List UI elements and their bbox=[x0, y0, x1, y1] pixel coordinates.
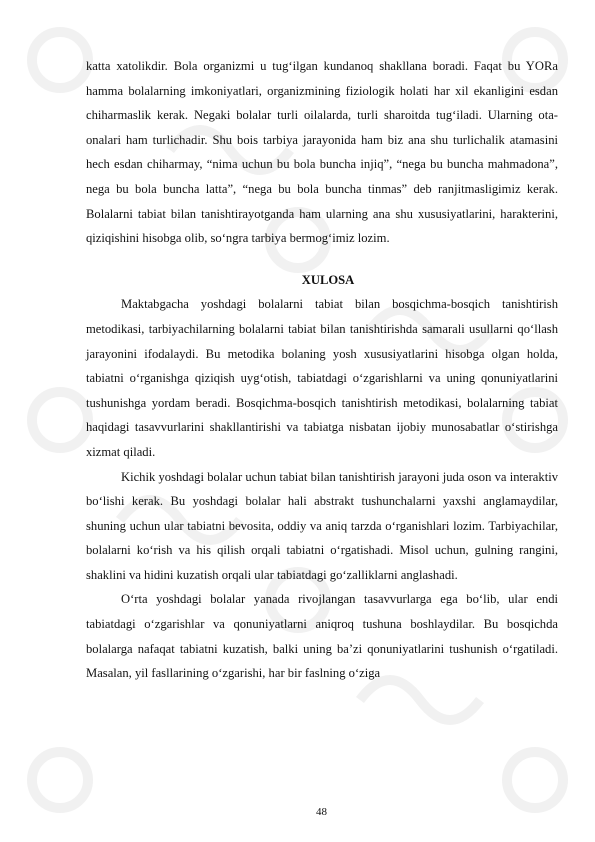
paragraph-2: Kichik yoshdagi bolalar uchun tabiat bilan tanishtirish jarayoni juda oson va interaktiv bo‘lishi kerak. Bu yoshdagi bolalar hali abstrakt tushunchalarni yaxshi anglamaydilar, shuning uchun ular tabiatni bevosita, oddiy va aniq tarzda o‘rganishlari lozim. Tarbiyachilar, bolalarni ko‘rish va his qilish orqali tabiatni o‘rgatishadi. Misol uchun, gulning rangini, shaklini va hidini kuzatish orqali ular tabiatdagi go‘zalliklarni anglashadi. bbox=[86, 469, 558, 582]
page-number: 48 bbox=[316, 806, 327, 818]
section-title: XULOSA bbox=[301, 272, 355, 287]
paragraph-1: Maktabgacha yoshdagi bolalarni tabiat bilan bosqichma-bosqich tanishtirish metodikasi, tarbiyachilarning bolalarni tabiat bilan tanishtirishda samarali usullarni qo‘llash jarayonini ifodalaydi. Bu metodika bolaning yosh xususiyatlarini hisobga olgan holda, tabiatni o‘rganishga qiziqish uyg‘otish, tabiatdagi o‘zgarishlarni va uning qonuniyatlarini tushunishga yordam beradi. Bosqichma-bosqich tanishtirish metodikasi, bolalarning tabiat haqidagi tasavvurlarini shakllantirishi va tabiatga nisbatan ijobiy munosabatlar o‘stirishga xizmat qiladi. bbox=[86, 297, 558, 459]
paragraph-intro: katta xatolikdir. Bola organizmi u tug‘ilgan kundanoq shakllana boradi. Faqat bu YORa hamma bolalarning imkoniyatlari, organizmining fiziologik holati har xil ekanligini esdan chiharmaslik kerak. Negaki bolalar turli oilalarda, turli sharoitda tug‘iladi. Ularning ota-onalari ham turlichadir. Shu bois tarbiya jarayonida ham biz ana shu turlichalik atamasini hech esdan chiharmay, “nima uchun bu bola buncha injiq”, “nega bu buncha mahmadona”, nega bu bola buncha latta”, “nega bu bola buncha tinmas” deb ranjitmasligimiz kerak. Bolalarni tabiat bilan tanishtirayotganda ham ularning ana shu xususiyatlarini, harakterini, qiziqishini hisobga olib, so‘ngra tarbiya bermog‘imiz lozim. bbox=[86, 59, 558, 246]
document-body bbox=[86, 54, 558, 686]
paragraph-3: O‘rta yoshdagi bolalar yanada rivojlangan tasavvurlarga ega bo‘lib, ular endi tabiatdagi o‘zgarishlar va qonuniyatlarni aniqroq tushuna boshlaydilar. Bu bosqichda bolalarga nafaqat tabiatni kuzatish, balki uning ba’zi qonuniyatlarini tushunish o‘rgatiladi. Masalan, yil fasllarining o‘zgarishi, har bir faslning o‘ziga bbox=[86, 592, 558, 681]
